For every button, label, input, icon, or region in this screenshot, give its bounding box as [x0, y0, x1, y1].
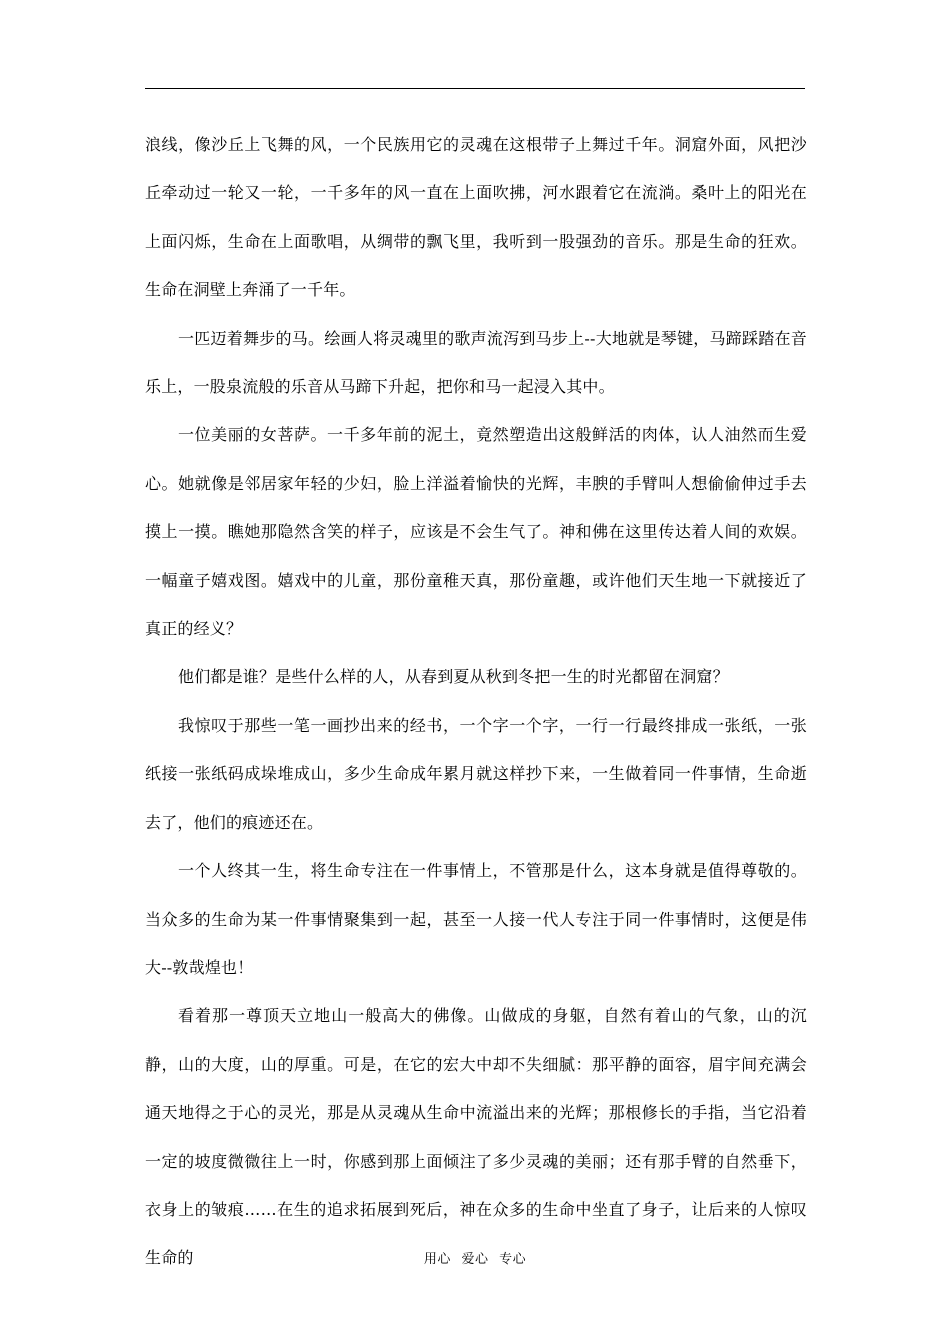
paragraph-great-buddha: 看着那一尊顶天立地山一般高大的佛像。山做成的身躯，自然有着山的气象，山的沉静，山的大度，山的厚重。可是，在它的宏大中却不失细腻：那平静的面容，眉宇间充满会通天地得之于心的灵光，那是从灵魂从生命中流溢出来的光辉；那根修长的手指，当它沿着一定的坡度微微往上一时，你感到那上面倾注了多少灵魂的美丽；还有那手臂的自然垂下，衣身上的皱痕……在生的追求拓展到死后，神在众多的生命中坐直了身子，让后来的人惊叹生命的 [145, 1006, 807, 1268]
paragraph-bodhisattva: 一位美丽的女菩萨。一千多年前的泥土，竟然塑造出这般鲜活的肉体，认人油然而生爱心。她就像是邻居家年轻的少妇，脸上洋溢着愉快的光辉，丰腴的手臂叫人想偷偷伸过手去摸上一摸。瞧她那隐然含笑的样子，应该是不会生气了。神和佛在这里传达着人间的欢娱。一幅童子嬉戏图。嬉戏中的儿童，那份童稚天真，那份童趣，或许他们天生地一下就接近了真正的经义？ [145, 425, 807, 639]
paragraph-scriptures: 我惊叹于那些一笔一画抄出来的经书，一个字一个字，一行一行最终排成一张纸，一张纸接一张纸码成垛堆成山，多少生命成年累月就这样抄下来，一生做着同一件事情，生命逝去了，他们的痕迹还在。 [145, 715, 807, 832]
paragraph-who-were-they: 他们都是谁？是些什么样的人，从春到夏从秋到冬把一生的时光都留在洞窟？ [178, 667, 729, 687]
article-body [145, 121, 807, 1283]
paragraph-horse: 一匹迈着舞步的马。绘画人将灵魂里的歌声流泻到马步上--大地就是琴键，马蹄踩踏在音乐上，一股泉流般的乐音从马蹄下升起，把你和马一起浸入其中。 [145, 328, 807, 397]
paragraph-devotion: 一个人终其一生，将生命专注在一件事情上，不管那是什么，这本身就是值得尊敬的。当众多的生命为某一件事情聚集到一起，甚至一人接一代人专注于同一件事情时，这便是伟大--敦哉煌也！ [145, 861, 807, 977]
page-footer: 用心 爱心 专心 [423, 1252, 527, 1267]
paragraph-continued: 浪线，像沙丘上飞舞的风，一个民族用它的灵魂在这根带子上舞过千年。洞窟外面，风把沙丘牵动过一轮又一轮，一千多年的风一直在上面吹拂，河水跟着它在流淌。桑叶上的阳光在上面闪烁，生命在上面歌唱，从绸带的飘飞里，我听到一股强劲的音乐。那是生命的狂欢。生命在洞壁上奔涌了一千年。 [145, 135, 807, 300]
header-rule [145, 88, 805, 89]
